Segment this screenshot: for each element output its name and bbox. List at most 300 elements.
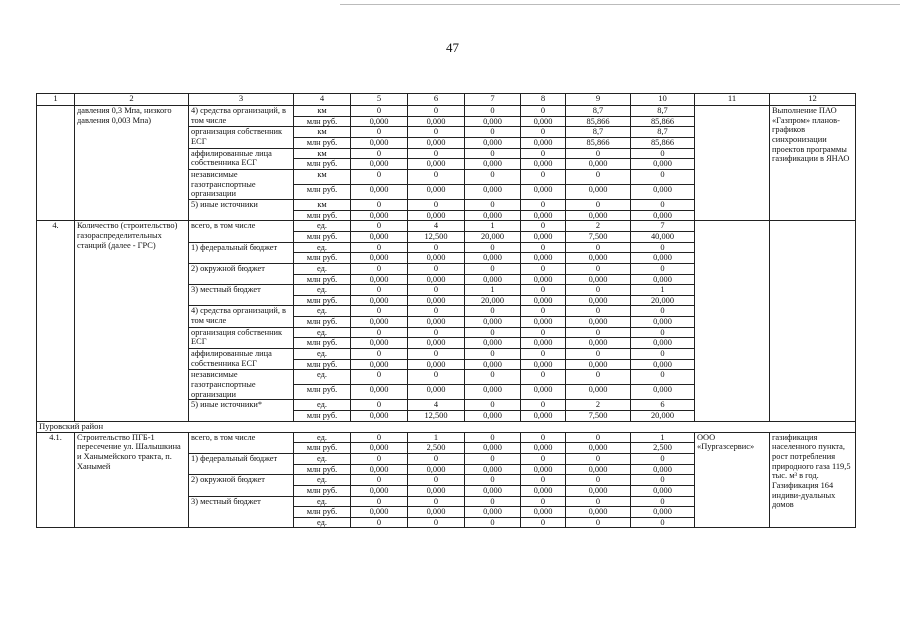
value-cell: 0	[566, 306, 631, 317]
value-cell: 0	[351, 199, 408, 210]
value-cell: 0,000	[351, 338, 408, 349]
value-cell: 0	[351, 242, 408, 253]
value-cell: 0	[521, 106, 566, 117]
unit-cell: млн руб.	[294, 317, 351, 328]
value-cell: 0	[521, 169, 566, 184]
value-cell: 0	[465, 263, 521, 274]
unit-cell: млн руб.	[294, 485, 351, 496]
value-cell: 0	[566, 242, 631, 253]
funding-source-label: организация собственник ЕСГ	[189, 127, 294, 148]
column-header-8: 8	[521, 94, 566, 106]
value-cell: 0,000	[566, 295, 631, 306]
value-cell: 0	[465, 127, 521, 138]
value-cell: 0,000	[351, 184, 408, 199]
value-cell: 0,000	[408, 507, 465, 518]
value-cell: 0	[351, 106, 408, 117]
value-cell: 0,000	[566, 338, 631, 349]
value-cell: 0,000	[351, 385, 408, 400]
unit-cell: млн руб.	[294, 411, 351, 422]
value-cell: 0	[521, 432, 566, 443]
value-cell: 0,000	[631, 464, 695, 475]
value-cell: 0	[351, 517, 408, 528]
value-cell: 0	[351, 370, 408, 385]
value-cell: 0,000	[631, 317, 695, 328]
result-cell	[770, 221, 856, 421]
value-cell: 0	[465, 496, 521, 507]
row-description: Строительство ПГБ-1 пересечение ул. Шалышкина и Ханымейского тракта, п. Ханымей	[75, 432, 189, 528]
unit-cell: ед.	[294, 475, 351, 486]
value-cell: 0,000	[465, 485, 521, 496]
value-cell: 0,000	[566, 210, 631, 221]
value-cell: 0,000	[566, 274, 631, 285]
value-cell: 0	[351, 453, 408, 464]
executor-cell: ООО «Пургазсервис»	[695, 432, 770, 528]
value-cell: 0	[631, 169, 695, 184]
value-cell: 0	[521, 400, 566, 411]
value-cell: 0,000	[521, 253, 566, 264]
funding-source-label: 4) средства организаций, в том числе	[189, 306, 294, 327]
value-cell: 85,866	[566, 137, 631, 148]
value-cell: 0	[631, 517, 695, 528]
unit-cell: ед.	[294, 370, 351, 385]
value-cell: 1	[631, 432, 695, 443]
unit-cell: ед.	[294, 400, 351, 411]
page-number: 47	[446, 40, 459, 55]
value-cell: 1	[465, 221, 521, 232]
column-header-10: 10	[631, 94, 695, 106]
value-cell: 1	[408, 432, 465, 443]
value-cell: 0	[351, 400, 408, 411]
value-cell: 0	[521, 263, 566, 274]
value-cell: 0	[351, 263, 408, 274]
value-cell: 0,000	[631, 359, 695, 370]
value-cell: 20,000	[631, 295, 695, 306]
value-cell: 8,7	[566, 106, 631, 117]
value-cell: 0,000	[351, 443, 408, 454]
value-cell: 0,000	[631, 385, 695, 400]
value-cell: 0,000	[465, 159, 521, 170]
value-cell: 0,000	[631, 253, 695, 264]
value-cell: 0	[521, 306, 566, 317]
value-cell: 0	[566, 349, 631, 360]
value-cell: 8,7	[631, 106, 695, 117]
table-row	[37, 106, 856, 117]
value-cell: 0	[351, 148, 408, 159]
value-cell: 0	[351, 475, 408, 486]
column-header-6: 6	[408, 94, 465, 106]
table-body	[37, 94, 856, 528]
unit-cell: млн руб.	[294, 295, 351, 306]
value-cell: 0,000	[408, 210, 465, 221]
value-cell: 2,500	[408, 443, 465, 454]
column-header-1: 1	[37, 94, 75, 106]
unit-cell: ед.	[294, 432, 351, 443]
unit-cell: ед.	[294, 263, 351, 274]
value-cell: 0,000	[408, 116, 465, 127]
value-cell: 0	[465, 169, 521, 184]
value-cell: 0	[631, 475, 695, 486]
unit-cell: млн руб.	[294, 253, 351, 264]
executor-cell	[695, 221, 770, 421]
value-cell: 0	[408, 285, 465, 296]
value-cell: 0	[351, 327, 408, 338]
value-cell: 0	[408, 242, 465, 253]
value-cell: 0,000	[351, 317, 408, 328]
value-cell: 0,000	[351, 253, 408, 264]
value-cell: 0	[408, 496, 465, 507]
unit-cell: млн руб.	[294, 443, 351, 454]
value-cell: 0,000	[351, 116, 408, 127]
value-cell: 12,500	[408, 411, 465, 422]
value-cell: 0	[631, 453, 695, 464]
value-cell: 0,000	[465, 385, 521, 400]
value-cell: 0,000	[631, 210, 695, 221]
funding-source-label: 5) иные источники*	[189, 400, 294, 421]
value-cell: 0,000	[521, 411, 566, 422]
funding-source-label: всего, в том числе	[189, 221, 294, 242]
value-cell: 0,000	[521, 359, 566, 370]
value-cell: 0	[631, 306, 695, 317]
value-cell: 1	[465, 285, 521, 296]
value-cell: 7,500	[566, 411, 631, 422]
column-header-5: 5	[351, 94, 408, 106]
value-cell: 0	[566, 199, 631, 210]
value-cell: 0,000	[631, 274, 695, 285]
unit-cell: ед.	[294, 517, 351, 528]
unit-cell: млн руб.	[294, 338, 351, 349]
value-cell: 85,866	[631, 116, 695, 127]
table-row	[37, 432, 856, 443]
value-cell: 0,000	[351, 274, 408, 285]
program-table	[36, 93, 856, 528]
value-cell: 0	[465, 453, 521, 464]
value-cell: 0,000	[566, 507, 631, 518]
value-cell: 0,000	[566, 359, 631, 370]
value-cell: 0,000	[631, 485, 695, 496]
value-cell: 0,000	[351, 359, 408, 370]
row-description: Количество (строительство) газораспределительных станций (далее - ГРС)	[75, 221, 189, 421]
value-cell: 0	[521, 475, 566, 486]
value-cell: 0,000	[351, 231, 408, 242]
value-cell: 0	[631, 327, 695, 338]
value-cell: 6	[631, 400, 695, 411]
value-cell: 0,000	[408, 274, 465, 285]
value-cell: 0,000	[521, 295, 566, 306]
value-cell: 0,000	[521, 485, 566, 496]
unit-cell: млн руб.	[294, 137, 351, 148]
value-cell: 0	[465, 148, 521, 159]
unit-cell: млн руб.	[294, 231, 351, 242]
value-cell: 8,7	[566, 127, 631, 138]
value-cell: 4	[408, 400, 465, 411]
value-cell: 0	[521, 327, 566, 338]
unit-cell: ед.	[294, 327, 351, 338]
header-row	[37, 94, 856, 106]
funding-source-label: 1) федеральный бюджет	[189, 453, 294, 474]
funding-source-label: 5) иные источники	[189, 199, 294, 220]
value-cell: 0	[631, 370, 695, 385]
value-cell: 0	[408, 263, 465, 274]
value-cell: 0,000	[566, 159, 631, 170]
unit-cell: млн руб.	[294, 507, 351, 518]
value-cell: 0	[351, 285, 408, 296]
unit-cell: км	[294, 148, 351, 159]
column-header-7: 7	[465, 94, 521, 106]
funding-source-label: аффилированные лица собственника ЕСГ	[189, 349, 294, 370]
value-cell: 0,000	[521, 338, 566, 349]
value-cell: 0,000	[408, 385, 465, 400]
region-row	[37, 421, 856, 432]
row-number: 4.1.	[37, 432, 75, 528]
unit-cell: км	[294, 169, 351, 184]
value-cell: 0	[566, 432, 631, 443]
unit-cell: ед.	[294, 453, 351, 464]
value-cell: 0,000	[465, 338, 521, 349]
value-cell: 0,000	[465, 116, 521, 127]
value-cell: 0	[465, 475, 521, 486]
value-cell: 0	[465, 432, 521, 443]
value-cell: 0	[521, 242, 566, 253]
value-cell: 0,000	[351, 295, 408, 306]
value-cell: 0	[521, 221, 566, 232]
unit-cell: млн руб.	[294, 464, 351, 475]
value-cell: 0	[465, 306, 521, 317]
unit-cell: млн руб.	[294, 116, 351, 127]
value-cell: 0,000	[465, 210, 521, 221]
value-cell: 2	[566, 221, 631, 232]
value-cell: 0,000	[465, 411, 521, 422]
funding-source-label: независимые газотранспортные организации	[189, 370, 294, 400]
value-cell: 0,000	[408, 137, 465, 148]
value-cell: 0,000	[521, 184, 566, 199]
value-cell: 0,000	[631, 184, 695, 199]
table-row	[37, 221, 856, 232]
value-cell: 0,000	[408, 464, 465, 475]
value-cell: 85,866	[631, 137, 695, 148]
value-cell: 0	[408, 349, 465, 360]
value-cell: 0,000	[521, 443, 566, 454]
value-cell: 0	[631, 242, 695, 253]
value-cell: 20,000	[631, 411, 695, 422]
row-number: 4.	[37, 221, 75, 421]
value-cell: 0,000	[408, 359, 465, 370]
column-header-11: 11	[695, 94, 770, 106]
value-cell: 0,000	[566, 317, 631, 328]
value-cell: 0	[465, 199, 521, 210]
unit-cell: ед.	[294, 306, 351, 317]
value-cell: 0,000	[408, 184, 465, 199]
value-cell: 0,000	[521, 116, 566, 127]
value-cell: 0,000	[631, 338, 695, 349]
unit-cell: км	[294, 199, 351, 210]
value-cell: 0	[566, 517, 631, 528]
value-cell: 0	[566, 148, 631, 159]
value-cell: 0	[351, 349, 408, 360]
unit-cell: млн руб.	[294, 385, 351, 400]
value-cell: 0	[566, 263, 631, 274]
value-cell: 0	[351, 496, 408, 507]
value-cell: 0,000	[351, 411, 408, 422]
value-cell: 0	[521, 199, 566, 210]
value-cell: 0,000	[631, 159, 695, 170]
column-header-12: 12	[770, 94, 856, 106]
result-cell: Выполнение ПАО «Газпром» планов-графиков синхронизации проектов программы газификации в ЯНАО	[770, 106, 856, 221]
value-cell: 0	[566, 327, 631, 338]
value-cell: 0,000	[521, 210, 566, 221]
value-cell: 0	[521, 496, 566, 507]
row-number	[37, 106, 75, 221]
value-cell: 0	[566, 285, 631, 296]
value-cell: 2	[566, 400, 631, 411]
unit-cell: ед.	[294, 285, 351, 296]
value-cell: 0,000	[351, 159, 408, 170]
value-cell: 0	[465, 327, 521, 338]
value-cell: 0	[408, 306, 465, 317]
unit-cell: ед.	[294, 496, 351, 507]
value-cell: 0	[408, 327, 465, 338]
value-cell: 20,000	[465, 231, 521, 242]
funding-source-label: всего, в том числе	[189, 432, 294, 453]
funding-source-label: организация собственник ЕСГ	[189, 327, 294, 348]
value-cell: 0	[408, 370, 465, 385]
value-cell: 0	[566, 169, 631, 184]
column-header-4: 4	[294, 94, 351, 106]
value-cell: 0,000	[465, 184, 521, 199]
value-cell: 0,000	[521, 274, 566, 285]
value-cell: 0,000	[408, 317, 465, 328]
value-cell: 4	[408, 221, 465, 232]
column-header-3: 3	[189, 94, 294, 106]
column-header-9: 9	[566, 94, 631, 106]
value-cell: 0,000	[465, 359, 521, 370]
value-cell: 0	[631, 199, 695, 210]
value-cell: 0,000	[351, 464, 408, 475]
value-cell: 0	[408, 199, 465, 210]
funding-source-label: 3) местный бюджет	[189, 496, 294, 528]
value-cell: 0	[521, 370, 566, 385]
row-description: давления 0,3 Мпа, низкого давления 0,003 Мпа)	[75, 106, 189, 221]
unit-cell: млн руб.	[294, 184, 351, 199]
value-cell: 0	[521, 127, 566, 138]
unit-cell: ед.	[294, 221, 351, 232]
value-cell: 0,000	[465, 253, 521, 264]
value-cell: 0,000	[408, 295, 465, 306]
unit-cell: млн руб.	[294, 210, 351, 221]
value-cell: 0,000	[566, 184, 631, 199]
unit-cell: ед.	[294, 349, 351, 360]
value-cell: 0	[408, 127, 465, 138]
result-cell: газификация населенного пункта, рост потребления природного газа 119,5 тыс. м³ в год. Газификация 164 индиви-дуальных домов	[770, 432, 856, 528]
value-cell: 0	[566, 496, 631, 507]
value-cell: 0,000	[521, 507, 566, 518]
value-cell: 40,000	[631, 231, 695, 242]
unit-cell: млн руб.	[294, 159, 351, 170]
value-cell: 0,000	[465, 464, 521, 475]
region-title: Пуровский район	[37, 421, 856, 432]
value-cell: 0	[465, 106, 521, 117]
value-cell: 0	[351, 432, 408, 443]
funding-source-label: 2) окружной бюджет	[189, 475, 294, 496]
unit-cell: млн руб.	[294, 274, 351, 285]
value-cell: 0	[521, 285, 566, 296]
scan-edge-line	[340, 4, 900, 5]
value-cell: 0,000	[631, 507, 695, 518]
funding-source-label: 2) окружной бюджет	[189, 263, 294, 284]
value-cell: 0,000	[566, 443, 631, 454]
value-cell: 0	[351, 306, 408, 317]
value-cell: 0,000	[521, 317, 566, 328]
value-cell: 0,000	[521, 464, 566, 475]
unit-cell: км	[294, 106, 351, 117]
funding-source-label: 4) средства организаций, в том числе	[189, 106, 294, 127]
value-cell: 0	[631, 496, 695, 507]
value-cell: 0	[521, 349, 566, 360]
value-cell: 0	[566, 475, 631, 486]
value-cell: 0	[465, 349, 521, 360]
value-cell: 0,000	[408, 159, 465, 170]
executor-cell	[695, 106, 770, 221]
value-cell: 0,000	[521, 231, 566, 242]
value-cell: 0	[351, 127, 408, 138]
value-cell: 0,000	[521, 385, 566, 400]
value-cell: 7,500	[566, 231, 631, 242]
value-cell: 0,000	[351, 507, 408, 518]
unit-cell: ед.	[294, 242, 351, 253]
value-cell: 0	[631, 349, 695, 360]
value-cell: 0,000	[566, 385, 631, 400]
value-cell: 0,000	[465, 317, 521, 328]
value-cell: 0,000	[521, 137, 566, 148]
value-cell: 0	[521, 148, 566, 159]
value-cell: 0,000	[408, 253, 465, 264]
value-cell: 0	[408, 517, 465, 528]
value-cell: 0,000	[351, 137, 408, 148]
value-cell: 0,000	[351, 485, 408, 496]
value-cell: 0,000	[465, 137, 521, 148]
value-cell: 12,500	[408, 231, 465, 242]
value-cell: 0	[408, 475, 465, 486]
value-cell: 0	[631, 148, 695, 159]
funding-source-label: 3) местный бюджет	[189, 285, 294, 306]
value-cell: 0	[631, 263, 695, 274]
value-cell: 0	[408, 148, 465, 159]
value-cell: 0,000	[465, 507, 521, 518]
value-cell: 0,000	[351, 210, 408, 221]
value-cell: 0,000	[465, 274, 521, 285]
value-cell: 0	[566, 453, 631, 464]
value-cell: 0	[566, 370, 631, 385]
value-cell: 0,000	[566, 464, 631, 475]
column-header-2: 2	[75, 94, 189, 106]
value-cell: 0	[465, 370, 521, 385]
value-cell: 0	[351, 221, 408, 232]
value-cell: 0	[465, 242, 521, 253]
value-cell: 0	[465, 400, 521, 411]
funding-source-label: аффилированные лица собственника ЕСГ	[189, 148, 294, 169]
value-cell: 0	[408, 453, 465, 464]
value-cell: 0	[465, 517, 521, 528]
value-cell: 1	[631, 285, 695, 296]
value-cell: 0	[408, 106, 465, 117]
value-cell: 0,000	[566, 253, 631, 264]
value-cell: 8,7	[631, 127, 695, 138]
funding-source-label: 1) федеральный бюджет	[189, 242, 294, 263]
unit-cell: млн руб.	[294, 359, 351, 370]
value-cell: 0	[351, 169, 408, 184]
value-cell: 20,000	[465, 295, 521, 306]
value-cell: 0,000	[465, 443, 521, 454]
value-cell: 85,866	[566, 116, 631, 127]
